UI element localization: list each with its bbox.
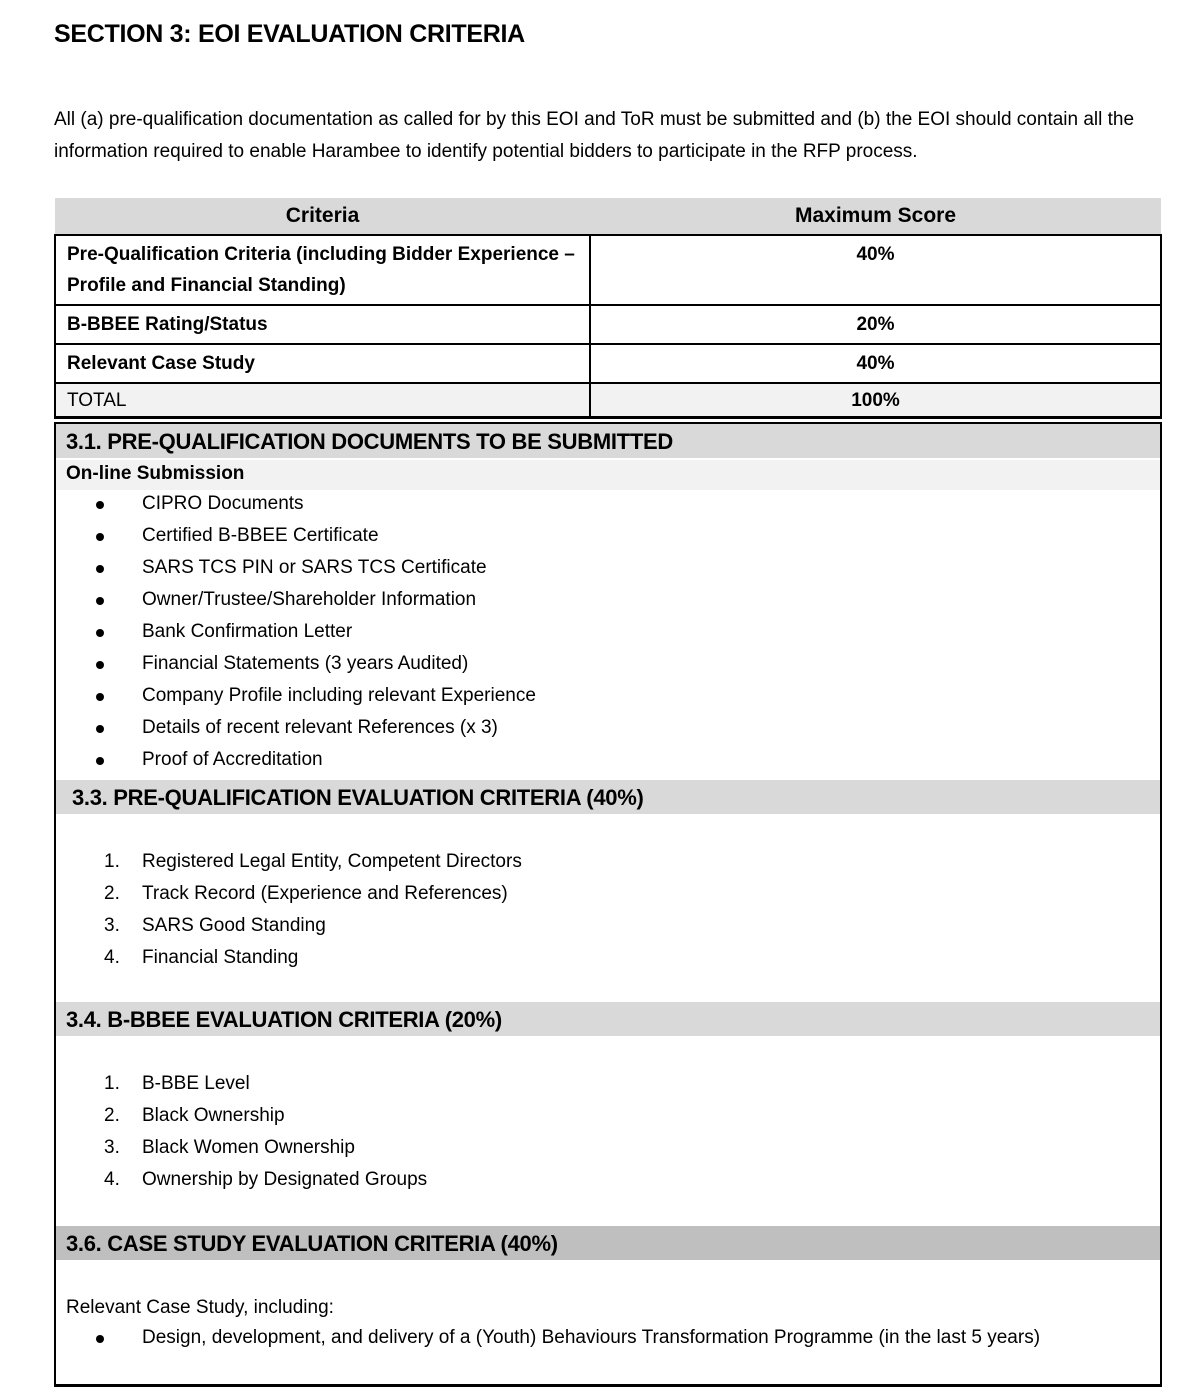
bbbee-criteria-list bbox=[56, 1068, 427, 1196]
item-number: 1. bbox=[104, 851, 120, 872]
table-row bbox=[55, 305, 1161, 344]
item-text: Registered Legal Entity, Competent Directors bbox=[142, 851, 522, 872]
criteria-cell: Pre-Qualification Criteria (including Bidder Experience – Profile and Financial Standing) bbox=[55, 235, 590, 305]
list-item: Owner/Trustee/Shareholder Information bbox=[56, 584, 536, 616]
section-3-6-heading: 3.6. CASE STUDY EVALUATION CRITERIA (40%) bbox=[56, 1226, 1160, 1260]
online-submission-subheading: On-line Submission bbox=[56, 460, 1160, 490]
table-row bbox=[55, 235, 1161, 305]
item-number: 4. bbox=[104, 947, 120, 968]
list-item: Bank Confirmation Letter bbox=[56, 616, 536, 648]
section-3-3-heading: 3.3. PRE-QUALIFICATION EVALUATION CRITERIA (40%) bbox=[56, 780, 1160, 814]
prequalification-documents-list bbox=[56, 488, 536, 776]
list-item bbox=[56, 910, 522, 942]
item-number: 3. bbox=[104, 915, 120, 936]
list-item bbox=[56, 1164, 427, 1196]
item-number: 2. bbox=[104, 883, 120, 904]
score-cell: 20% bbox=[590, 305, 1161, 344]
item-text: Financial Standing bbox=[142, 947, 299, 968]
list-item: SARS TCS PIN or SARS TCS Certificate bbox=[56, 552, 536, 584]
evaluation-score-table bbox=[54, 198, 1162, 419]
page-title: SECTION 3: EOI EVALUATION CRITERIA bbox=[54, 20, 525, 48]
score-cell: 40% bbox=[590, 235, 1161, 305]
total-score: 100% bbox=[590, 383, 1161, 418]
section-3-1-heading: 3.1. PRE-QUALIFICATION DOCUMENTS TO BE SUBMITTED bbox=[56, 424, 1160, 458]
item-text: Track Record (Experience and References) bbox=[142, 883, 508, 904]
intro-paragraph: All (a) pre-qualification documentation as called for by this EOI and ToR must be submitted and (b) the EOI should contain all the information required to enable Harambee to identify potential bidders to participate in the RFP process. bbox=[54, 109, 1135, 162]
list-item: Design, development, and delivery of a (Youth) Behaviours Transformation Programme (in the last 5 years) bbox=[56, 1322, 1160, 1354]
score-cell: 40% bbox=[590, 344, 1161, 383]
item-text: B-BBE Level bbox=[142, 1073, 250, 1094]
item-number: 4. bbox=[104, 1169, 120, 1190]
list-item bbox=[56, 1068, 427, 1100]
table-row bbox=[55, 344, 1161, 383]
max-score-column-header: Maximum Score bbox=[590, 198, 1161, 235]
item-text: Ownership by Designated Groups bbox=[142, 1169, 428, 1190]
list-item: Certified B-BBEE Certificate bbox=[56, 520, 536, 552]
list-item: Company Profile including relevant Experience bbox=[56, 680, 536, 712]
list-item bbox=[56, 846, 522, 878]
item-number: 1. bbox=[104, 1073, 120, 1094]
list-item: Financial Statements (3 years Audited) bbox=[56, 648, 536, 680]
case-study-list bbox=[56, 1322, 1160, 1354]
list-item: CIPRO Documents bbox=[56, 488, 536, 520]
list-item: Proof of Accreditation bbox=[56, 744, 536, 776]
item-text: Black Women Ownership bbox=[142, 1137, 355, 1158]
total-row bbox=[55, 383, 1161, 418]
case-study-lead: Relevant Case Study, including: bbox=[66, 1297, 334, 1318]
total-label: TOTAL bbox=[55, 383, 590, 418]
item-number: 3. bbox=[104, 1137, 120, 1158]
criteria-sections-box bbox=[54, 422, 1162, 1387]
list-item bbox=[56, 878, 522, 910]
criteria-column-header: Criteria bbox=[55, 198, 590, 235]
criteria-cell: Relevant Case Study bbox=[55, 344, 590, 383]
criteria-cell: B-BBEE Rating/Status bbox=[55, 305, 590, 344]
item-text: SARS Good Standing bbox=[142, 915, 326, 936]
section-3-4-heading: 3.4. B-BBEE EVALUATION CRITERIA (20%) bbox=[56, 1002, 1160, 1036]
list-item: Details of recent relevant References (x 3) bbox=[56, 712, 536, 744]
list-item bbox=[56, 1132, 427, 1164]
prequalification-criteria-list bbox=[56, 846, 522, 974]
item-text: Black Ownership bbox=[142, 1105, 285, 1126]
list-item bbox=[56, 1100, 427, 1132]
item-number: 2. bbox=[104, 1105, 120, 1126]
list-item bbox=[56, 942, 522, 974]
